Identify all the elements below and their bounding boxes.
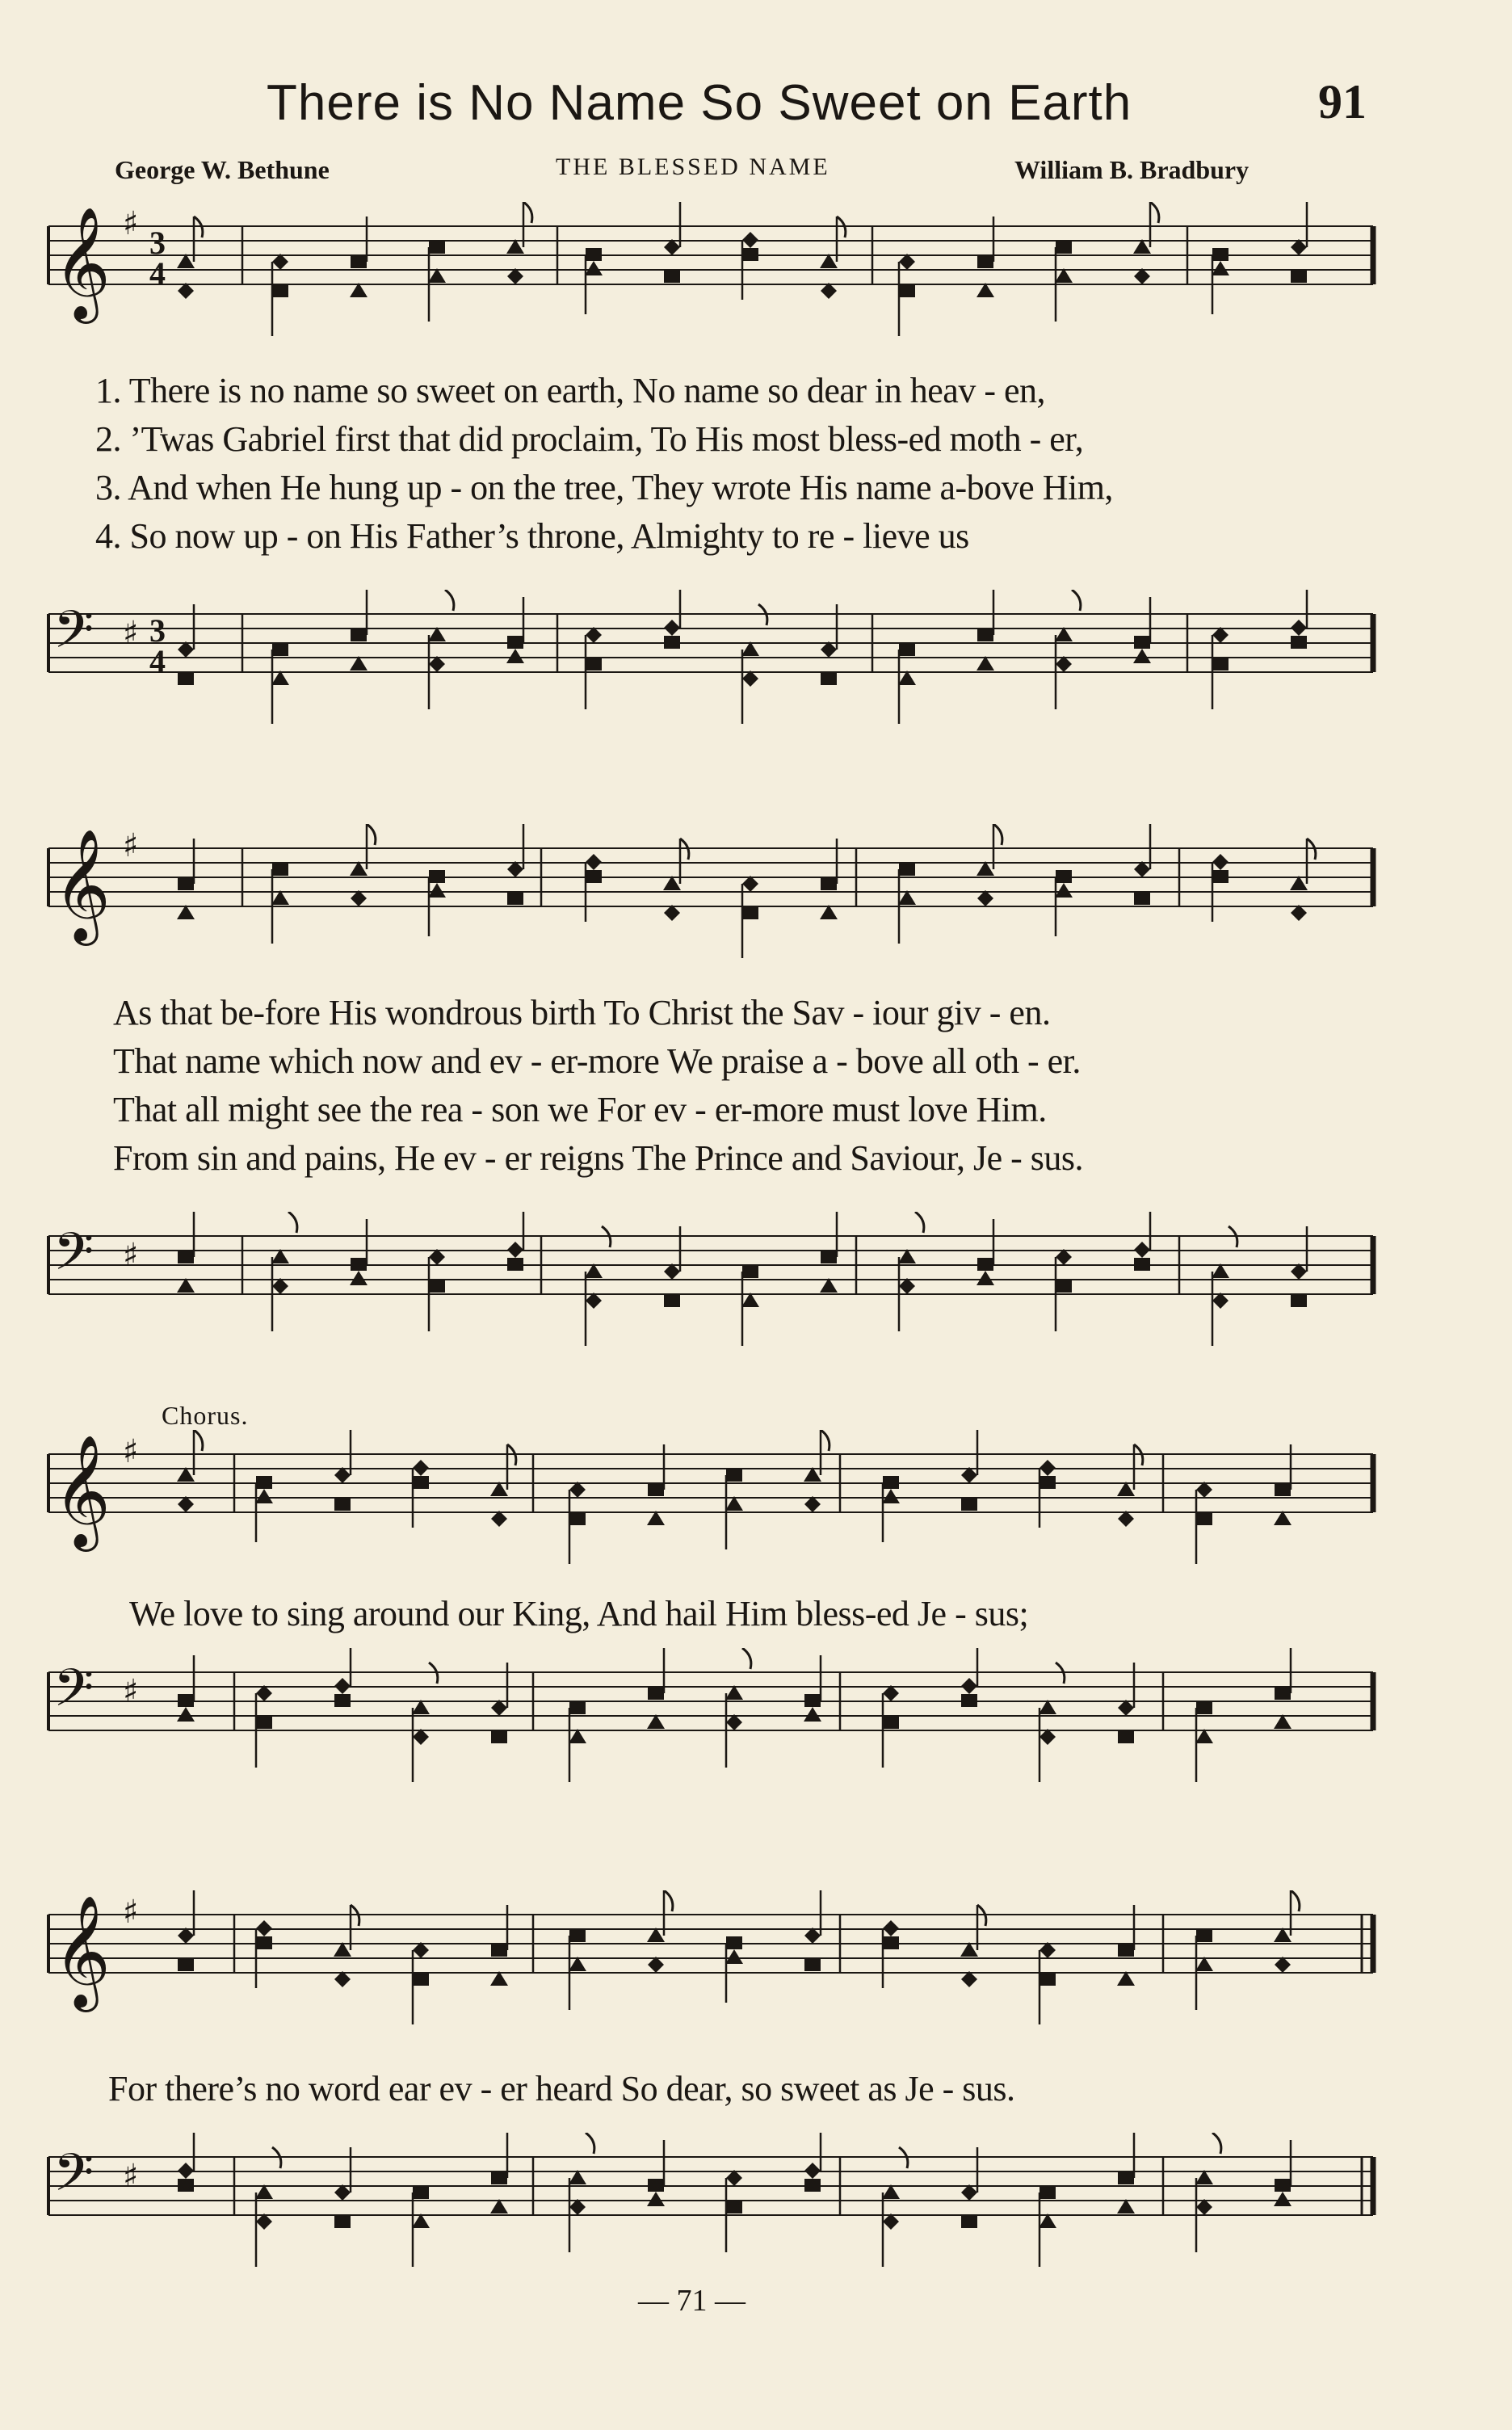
treble-clef-icon: 𝄞 [53,1435,111,1547]
page-number: — 71 — [638,2284,746,2318]
system-3-bass-staff [0,1648,1512,1801]
system-1-bass-staff [0,590,1512,743]
verse-2-line-2: That name which now and ev - er-more We praise a - bove all oth - er. [113,1041,1081,1081]
hymn-number: 91 [1318,75,1367,128]
author-credit: George W. Bethune [115,155,330,184]
system-2-treble-staff [0,824,1512,977]
staff-engraving [48,1212,1373,1346]
verse-4-line-1: 4. So now up - on His Father’s throne, Almighty to re - lieve us [95,516,969,556]
chorus-label: Chorus. [162,1401,249,1430]
sharp-key-signature-icon: ♯ [123,615,139,652]
staff-engraving [48,590,1373,724]
hymn-title: There is No Name So Sweet on Earth [267,75,1132,131]
composer-credit: William B. Bradbury [1014,155,1250,184]
sharp-key-signature-icon: ♯ [123,1673,139,1710]
chorus-line-2: For there’s no word ear ev - er heard So dear, so sweet as Je - sus. [108,2069,1015,2108]
staff-engraving [48,1648,1373,1782]
treble-clef-icon: 𝄞 [53,829,111,941]
system-2-bass-staff [0,1212,1512,1365]
sharp-key-signature-icon: ♯ [123,2158,139,2195]
staff-engraving [48,1890,1373,2024]
svg-text:4: 4 [149,643,166,679]
staff-engraving [48,2133,1373,2267]
svg-text:3: 3 [149,612,166,649]
sharp-key-signature-icon: ♯ [123,1237,139,1274]
system-4-bass-staff [0,2133,1512,2286]
sharp-key-signature-icon: ♯ [123,1894,139,1931]
sharp-key-signature-icon: ♯ [123,1433,139,1470]
bass-clef-icon: 𝄢 [53,1222,94,1295]
bass-clef-icon: 𝄢 [53,2143,94,2216]
verse-3-line-2: That all might see the rea - son we For ev - er-more must love Him. [113,1090,1047,1129]
tune-name: THE BLESSED NAME [556,153,830,180]
treble-clef-icon: 𝄞 [53,1895,111,2007]
system-3-treble-staff [0,1430,1512,1583]
staff-engraving [48,202,1373,336]
verse-1-line-1: 1. There is no name so sweet on earth, No name so dear in heav - en, [95,371,1046,410]
sharp-key-signature-icon: ♯ [123,205,139,242]
chorus-line-1: We love to sing around our King, And hail Him bless-ed Je - sus; [129,1594,1029,1633]
verse-3-line-1: 3. And when He hung up - on the tree, They wrote His name a-bove Him, [95,468,1113,507]
system-4-treble-staff [0,1890,1512,2044]
staff-engraving [48,1430,1373,1564]
staff-engraving [48,824,1373,958]
sharp-key-signature-icon: ♯ [123,827,139,864]
treble-clef-icon: 𝄞 [53,207,111,319]
bass-clef-icon: 𝄢 [53,600,94,673]
bass-clef-icon: 𝄢 [53,1659,94,1731]
verse-1-line-2: As that be-fore His wondrous birth To Christ the Sav - iour giv - en. [113,993,1051,1032]
verse-2-line-1: 2. ’Twas Gabriel first that did proclaim, To His most bless-ed moth - er, [95,419,1084,459]
verse-4-line-2: From sin and pains, He ev - er reigns The Prince and Saviour, Je - sus. [113,1138,1084,1178]
svg-text:4: 4 [149,255,166,292]
svg-text:3: 3 [149,225,166,261]
system-1-treble-staff [0,202,1512,355]
